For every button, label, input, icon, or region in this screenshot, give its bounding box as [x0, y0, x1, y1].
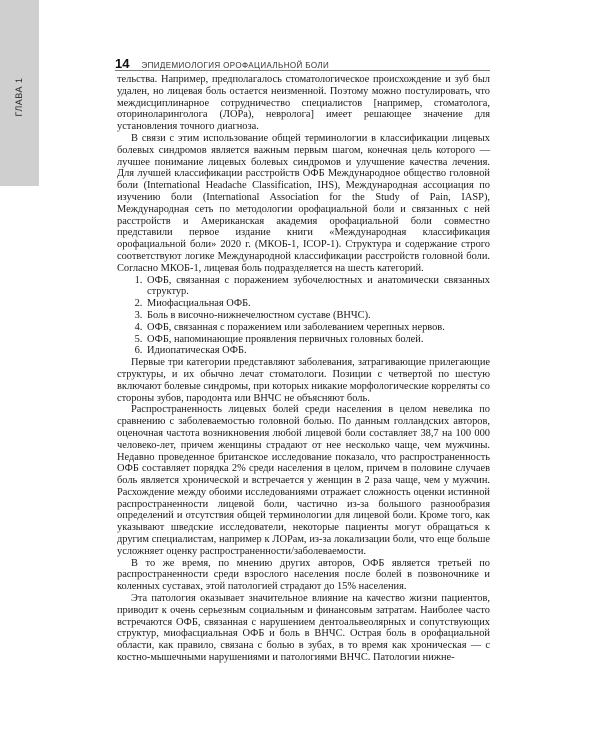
- list-item: 1. ОФБ, связанная с поражением зубочелюстных и анатомически связанных структур.: [145, 275, 490, 299]
- list-item: 2. Миофасциальная ОФБ.: [145, 298, 490, 310]
- body-text: [117, 74, 490, 664]
- list-item: 3. Боль в височно-нижнечелюстном суставе (ВНЧС).: [145, 310, 490, 322]
- paragraph: В то же время, по мнению других авторов, ОФБ является третьей по распространенности среди взрослого населения после болей в позвоночнике и коленных суставах, этой патологией страдают до 15% населения.: [117, 557, 490, 593]
- header-divider: [115, 70, 490, 71]
- category-list: [117, 275, 490, 358]
- paragraph: В связи с этим использование общей терминологии в классификации лицевых болевых синдромов является важным первым шагом, конечная цель которого — лучшее понимание лицевых болевых синдромов и улучшение качества лечения. Для лучшей классификации расстройств ОФБ Международное общество головной боли (International Headache Classification, IHS), Международная ассоциация по изучению боли (International Association for the Study of Pain, IASP), Международная сеть по методологии орофациальной боли и связанных с ней расстройств и Американская академия орофациальной боли совместно представили первое издание книги «Международная классификация орофациальной боли» 2020 г. (МКОБ-1, ICOP-1). Структура и содержание строго соответствуют логике Международной классификации расстройств головной боли. Согласно МКОБ-1, лицевая боль подразделяется на шесть категорий.: [117, 132, 490, 274]
- chapter-label: ГЛАВА 1: [14, 77, 24, 117]
- paragraph: Распространенность лицевых болей среди населения в целом невелика по сравнению с заболеваемостью головной болью. По данным голландских авторов, оценочная частота возникновения любой лицевой боли составляет 38,7 на 100 000 человеко-лет, причем женщины страдают от нее несколько чаще, чем мужчины. Недавно проведенное британское исследование показало, что распространенность ОФБ составляет порядка 2% среди населения в целом, причем в половине случаев боль является хронической и встречается у женщин в 2 раза чаще, чем у мужчин. Расхождение между обоими исследованиями отражает сложность оценки истинной распространенности лицевой боли, частично из-за большого разнообразия определений и отсутствия общей терминологии для лицевой боли. Кроме того, как указывают шведские исследователи, некоторые пациенты могут обращаться к другим специалистам, например к ЛОРам, из-за локализации боли, что еще больше усложняет оценку распространенности/заболеваемости.: [117, 404, 490, 557]
- list-item: 4. ОФБ, связанная с поражением или заболеванием черепных нервов.: [145, 322, 490, 334]
- running-head: ЭПИДЕМИОЛОГИЯ ОРОФАЦИАЛЬНОЙ БОЛИ: [141, 61, 330, 70]
- chapter-side-tab: [0, 0, 39, 186]
- paragraph: тельства. Например, предполагалось стоматологическое происхождение и зуб был удален, но лицевая боль остается неизменной. Поэтому можно постулировать, что междисциплинарное сотрудничество специалистов [например, стоматолога, оториноларинголога (ЛОРа), невролога] имеет решающее значение для установления точного диагноза.: [117, 74, 490, 133]
- paragraph: Эта патология оказывает значительное влияние на качество жизни пациентов, приводит к очень серьезным социальным и финансовым затратам. Наиболее часто встречаются ОФБ, связанная с нарушением дентоальвеолярных и сопутствующих структур, миофасциальная ОФБ и боль в ВНЧС. Острая боль в орофациальной области, как правило, связана с болью в зубах, в то время как хроническая — с костно-мышечными нарушениями и патологиями ВНЧС. Патологии нижне-: [117, 593, 490, 664]
- list-item: 5. ОФБ, напоминающие проявления первичных головных болей.: [145, 334, 490, 346]
- list-item: 6. Идиопатическая ОФБ.: [145, 345, 490, 357]
- paragraph: Первые три категории представляют заболевания, затрагивающие прилегающие структуры, и их обычно лечат стоматологи. Позиции с четвертой по шестую включают болевые синдромы, при которых никакие морфологические корреляты со стороны зубов, пародонта или ВНЧС не объясняют боль.: [117, 357, 490, 404]
- page-number: 14: [115, 56, 130, 71]
